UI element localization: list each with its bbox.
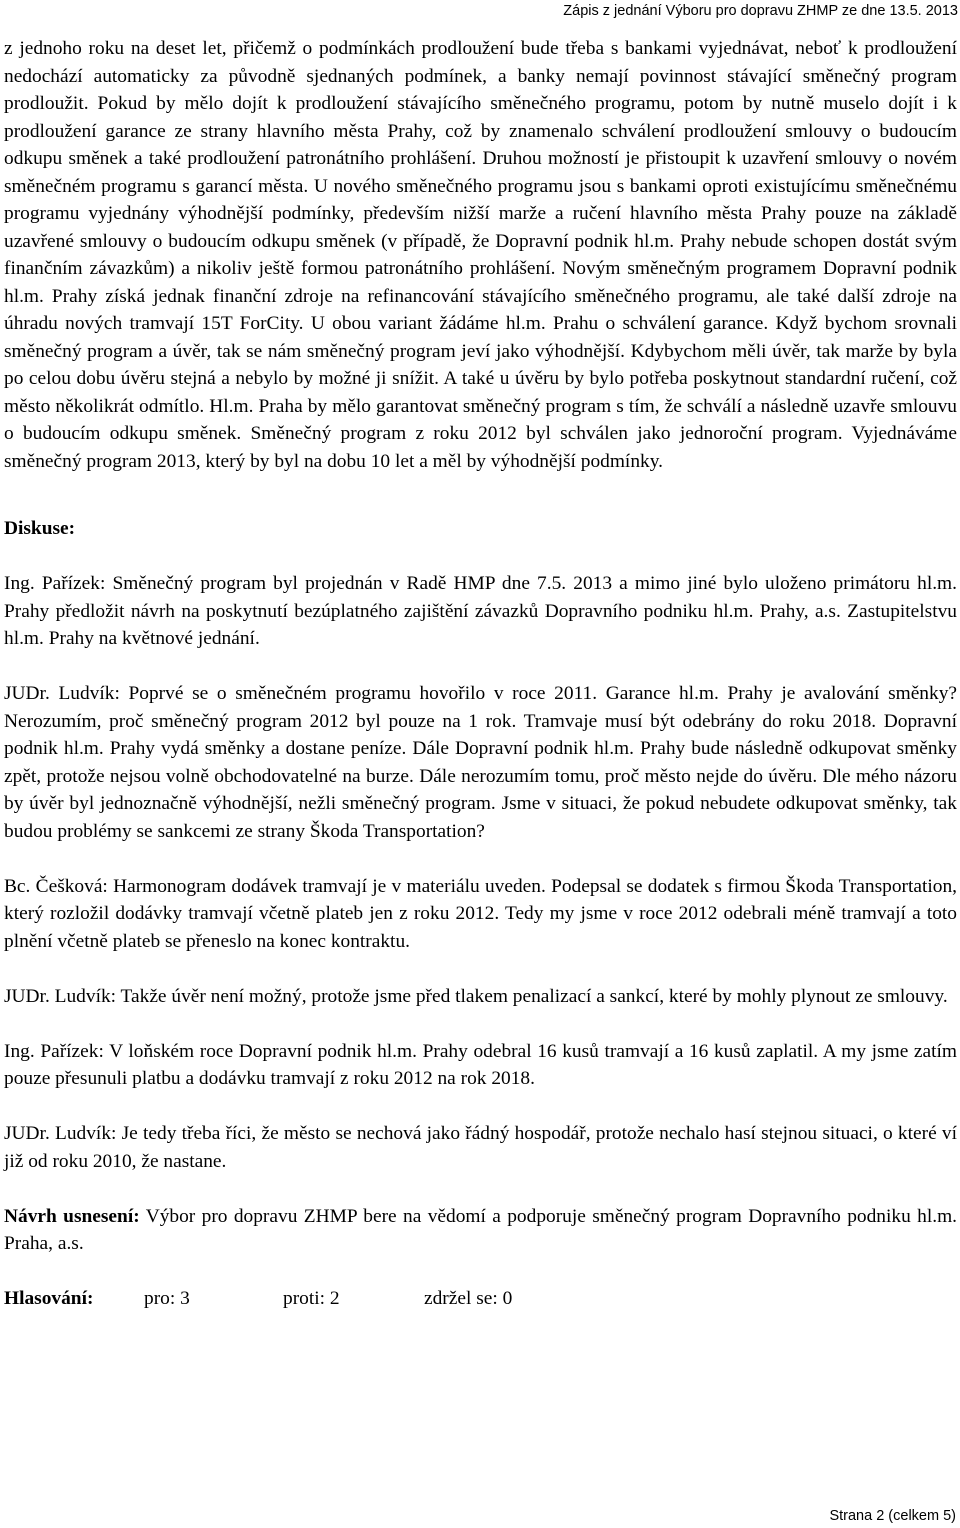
spacer — [4, 1175, 957, 1203]
spacer — [4, 1093, 957, 1121]
discussion-paragraph: JUDr. Ludvík: Je tedy třeba říci, že město se nechová jako řádný hospodář, protože nechalo hasí stejnou situaci, o které ví již od roku 2010, že nastane. — [4, 1123, 957, 1172]
page-footer: Strana 2 (celkem 5) — [829, 1508, 956, 1524]
spacer — [4, 955, 957, 983]
resolution-paragraph — [4, 1203, 957, 1258]
vote-against: proti: 2 — [283, 1288, 340, 1309]
discussion-paragraph: Bc. Češková: Harmonogram dodávek tramvají je v materiálu uveden. Podepsal se dodatek s firmou Škoda Transportation, který rozložil dodávky tramvají včetně plateb jen z roku 2012. Tedy my jsme v roce 2012 odebrali méně tramvají a toto plnění včetně plateb se přeneslo na konec kontraktu. — [4, 875, 957, 952]
resolution-text: Výbor pro dopravu ZHMP bere na vědomí a podporuje směnečný program Dopravního podniku hl.m. Praha, a.s. — [4, 1205, 958, 1254]
discussion-heading: Diskuse: — [4, 518, 76, 539]
discussion-paragraph: Ing. Pařízek: V loňském roce Dopravní podnik hl.m. Prahy odebral 16 kusů tramvají a 16 kusů zaplatil. A my jsme zatím pouze přesunuli platbu a dodávku tramvají z roku 2012 na rok 2018. — [4, 1040, 957, 1089]
spacer — [4, 653, 957, 681]
discussion-paragraph: JUDr. Ludvík: Takže úvěr není možný, protože jsme před tlakem penalizací a sankcí, které by mohly plynout ze smlouvy. — [4, 985, 948, 1007]
spacer — [4, 475, 957, 515]
resolution-label: Návrh usnesení: — [4, 1205, 140, 1227]
voting-row — [4, 1285, 957, 1313]
voting-label: Hlasování: — [4, 1288, 94, 1309]
vote-for: pro: 3 — [144, 1288, 190, 1309]
spacer — [4, 1010, 957, 1038]
spacer — [4, 1258, 957, 1286]
spacer — [4, 543, 957, 571]
spacer — [4, 845, 957, 873]
discussion-paragraph: JUDr. Ludvík: Poprvé se o směnečném programu hovořilo v roce 2011. Garance hl.m. Prahy je avalování směnky? Nerozumím, proč směnečný program 2012 byl pouze na 1 rok. Tramvaje musí být odebrány do roku 2018. Dopravní podnik hl.m. Prahy vydá směnky a dostane peníze. Dále Dopravní podnik hl.m. Prahy bude následně odkupovat směnky zpět, protože nejsou volně obchodovatelné na burze. Dále nerozumím tomu, proč město nejde do úvěru. Dle mého názoru by úvěr byl jednoznačně výhodnější, nežli směnečný program. Jsme v situaci, že pokud nebudete odkupovat směnky, tak budou problémy se sankcemi ze strany Škoda Transportation? — [4, 683, 957, 842]
discussion-paragraph: Ing. Pařízek: Směnečný program byl projednán v Radě HMP dne 7.5. 2013 a mimo jiné bylo uloženo primátoru hl.m. Prahy předložit návrh na poskytnutí bezúplatného zajištění závazků Dopravního podniku hl.m. Prahy, a.s. Zastupitelstvu hl.m. Prahy na květnové jednání. — [4, 573, 957, 649]
intro-paragraph: z jednoho roku na deset let, přičemž o podmínkách prodloužení bude třeba s bankami vyjednávat, neboť k prodloužení nedochází automaticky za původně sjednaných podmínek, a banky nemají povinnost stávající směnečný program prodloužit. Pokud by mělo dojít k prodloužení stávajícího směnečného programu, potom by nutně muselo dojít i k prodloužení garance ze strany hlavního města Prahy, což by znamenalo schválení prodloužení smlouvy o budoucím odkupu směnek a také prodloužení patronátního prohlášení. Druhou možností je přistoupit k uzavření smlouvy o novém směnečném programu s garancí města. U nového směnečného programu jsou s bankami oproti existujícímu směnečnému programu vyjednány výhodnější podmínky, především nižší marže a ručení hlavního města Prahy pouze na základě uzavřené smlouvy o budoucím odkupu směnek (v případě, že Dopravní podnik hl.m. Prahy nebude schopen dostát svým finančním závazkům) a nikoliv ještě formou patronátního prohlášení. Novým směnečným programem Dopravní podnik hl.m. Prahy získá jednak finanční zdroje na refinancování stávajícího směnečného programu, ale také další zdroje na úhradu nových tramvají 15T ForCity. U obou variant žádáme hl.m. Prahu o schválení garance. Když bychom srovnali směnečný program a úvěr, tak se nám směnečný program jeví jako výhodnější. Kdybychom měli úvěr, tak marže by byla po celou dobu úvěru stejná a nebylo by možné ji snížit. A také u úvěru by bylo potřeba poskytnout standardní ručení, což město několikrát odmítlo. Hl.m. Praha by mělo garantovat směnečný program s tím, že schválí a následně uzavře smlouvu o budoucím odkupu směnek. Směnečný program z roku 2012 byl schválen jako jednoroční program. Vyjednáváme směnečný program 2013, který by byl na dobu 10 let a měl by výhodnější podmínky. — [4, 38, 957, 472]
document-body — [4, 35, 957, 1313]
vote-abstain: zdržel se: 0 — [424, 1288, 513, 1309]
page-header: Zápis z jednání Výboru pro dopravu ZHMP ze dne 13.5. 2013 — [563, 3, 958, 19]
